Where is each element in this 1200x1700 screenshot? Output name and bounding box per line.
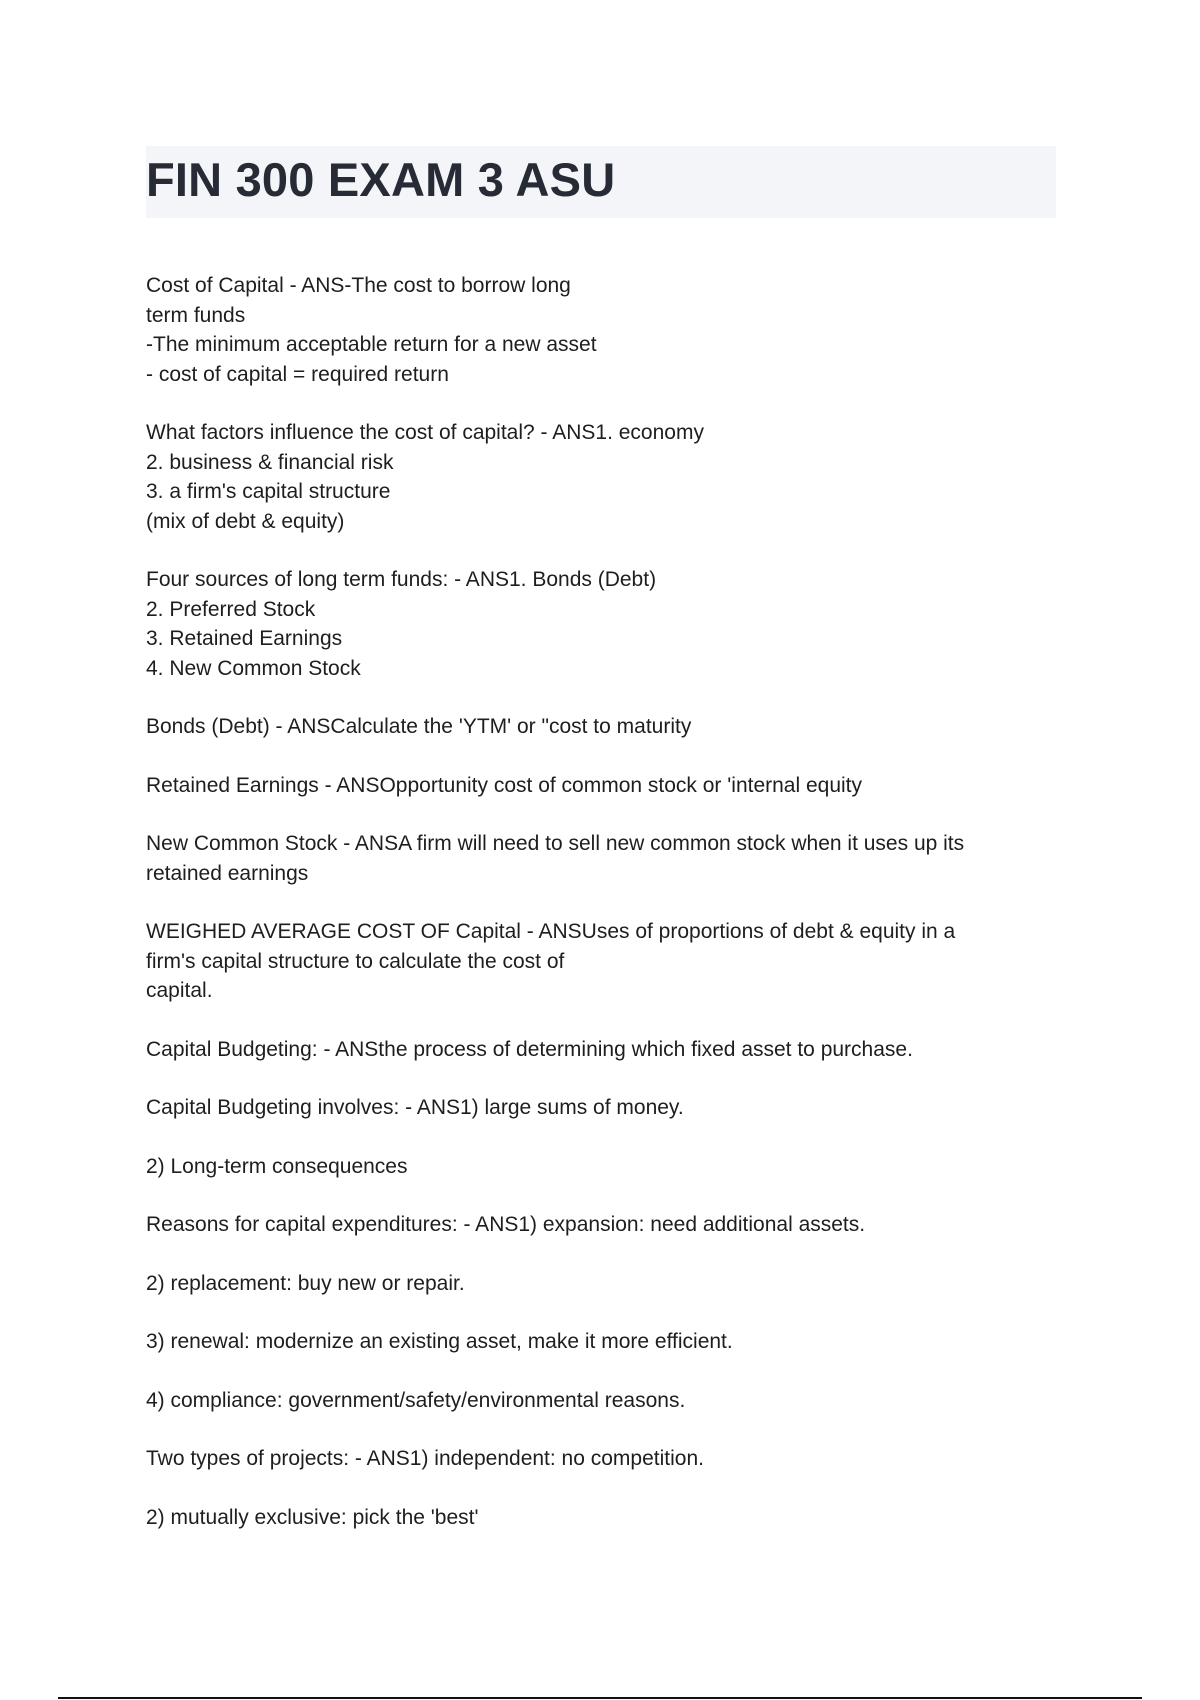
qa-entry	[146, 1386, 1066, 1416]
qa-entry-answer-line: 4. New Common Stock	[146, 656, 361, 680]
qa-entry-question-line: Bonds (Debt) - ANSCalculate the 'YTM' or "cost to maturity	[146, 715, 692, 738]
qa-entry-answer-line: retained earnings	[146, 861, 309, 885]
qa-entry-answer-line: - cost of capital = required return	[146, 362, 449, 386]
qa-entry-answer-line: 2. business & financial risk	[146, 450, 394, 474]
qa-entry-question-line: Two types of projects: - ANS1) independent: no competition.	[146, 1447, 704, 1470]
qa-entry-question-line: 4) compliance: government/safety/environmental reasons.	[146, 1388, 686, 1412]
qa-entry-answer-line: 3. Retained Earnings	[146, 627, 343, 650]
document-body	[146, 271, 1066, 1561]
qa-entry-answer-line: 3. a firm's capital structure	[146, 480, 391, 503]
qa-entry-question-line: Capital Budgeting involves: - ANS1) large sums of money.	[146, 1096, 684, 1119]
qa-entry-answer-line: -The minimum acceptable return for a new asset	[146, 333, 597, 356]
qa-entry	[146, 271, 1066, 389]
qa-entry	[146, 1093, 1066, 1123]
qa-entry-question-line: Retained Earnings - ANSOpportunity cost of common stock or 'internal equity	[146, 773, 863, 797]
qa-entry-answer-line: term funds	[146, 303, 246, 327]
qa-entry	[146, 1035, 1066, 1065]
qa-entry	[146, 1327, 1066, 1357]
qa-entry-question-line: Capital Budgeting: - ANSthe process of determining which fixed asset to purchase.	[146, 1037, 913, 1061]
qa-entry-answer-line: 2. Preferred Stock	[146, 597, 316, 621]
qa-entry	[146, 771, 1066, 801]
qa-entry-answer-line: (mix of debt & equity)	[146, 509, 345, 533]
qa-entry	[146, 1444, 1066, 1474]
qa-entry-question-line: Cost of Capital - ANS-The cost to borrow long	[146, 274, 571, 297]
qa-entry-question-line: What factors influence the cost of capital? - ANS1. economy	[146, 421, 704, 444]
qa-entry	[146, 418, 1066, 536]
qa-entry	[146, 1269, 1066, 1299]
page-bottom-rule	[58, 1697, 1142, 1699]
qa-entry	[146, 1152, 1066, 1182]
qa-entry-question-line: Four sources of long term funds: - ANS1. Bonds (Debt)	[146, 568, 657, 591]
qa-entry-question-line: New Common Stock - ANSA firm will need to sell new common stock when it uses up its	[146, 832, 965, 855]
qa-entry	[146, 712, 1066, 742]
qa-entry-question-line: 2) Long-term consequences	[146, 1154, 408, 1178]
title-band	[146, 146, 1056, 218]
qa-entry	[146, 917, 1066, 1006]
qa-entry-answer-line: firm's capital structure to calculate the cost of	[146, 949, 565, 973]
qa-entry	[146, 565, 1066, 683]
qa-entry	[146, 1503, 1066, 1533]
qa-entry-answer-line: capital.	[146, 979, 213, 1002]
page-title: FIN 300 EXAM 3 ASU	[146, 153, 616, 206]
qa-entry	[146, 1210, 1066, 1240]
qa-entry-question-line: Reasons for capital expenditures: - ANS1) expansion: need additional assets.	[146, 1213, 866, 1236]
qa-entry	[146, 829, 1066, 888]
qa-entry-question-line: 2) replacement: buy new or repair.	[146, 1271, 465, 1295]
qa-entry-question-line: 2) mutually exclusive: pick the 'best'	[146, 1505, 479, 1529]
qa-entry-question-line: 3) renewal: modernize an existing asset, make it more efficient.	[146, 1330, 733, 1353]
qa-entry-question-line: WEIGHED AVERAGE COST OF Capital - ANSUses of proportions of debt & equity in a	[146, 920, 956, 943]
